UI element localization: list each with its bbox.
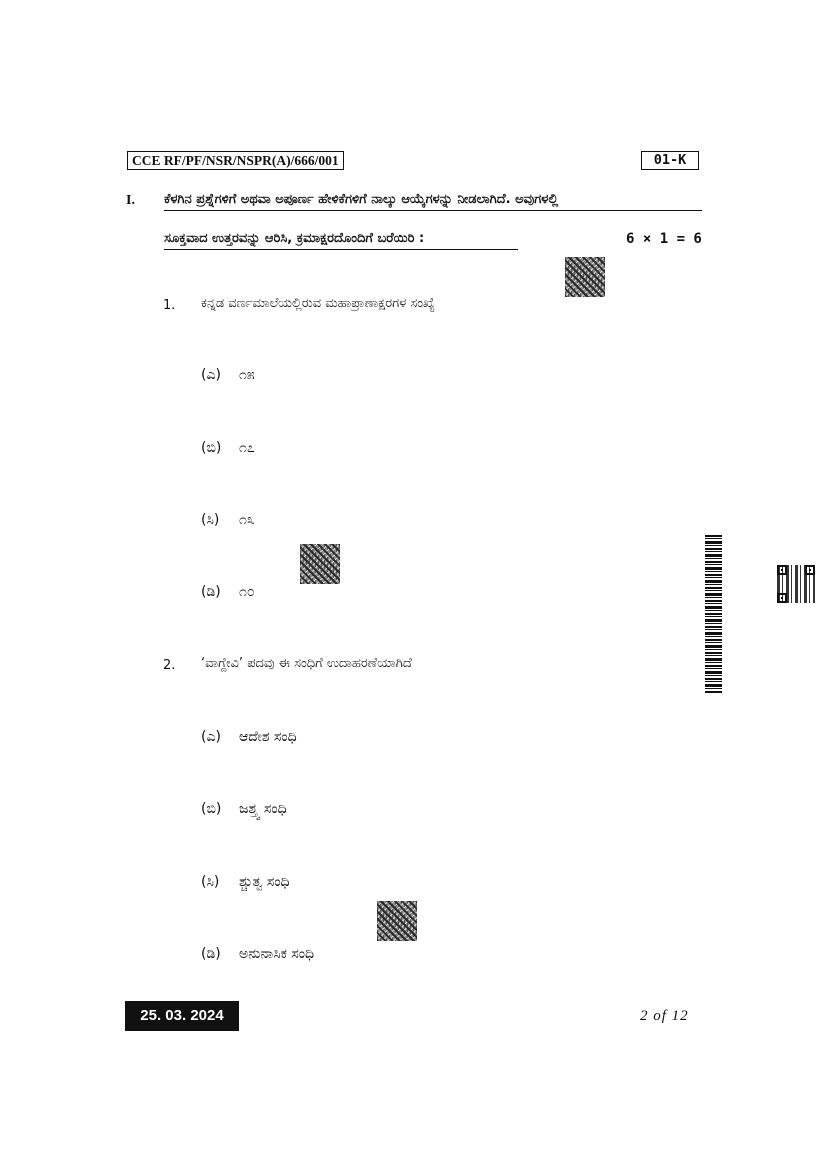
barcode — [705, 535, 722, 693]
question-text: ‘ವಾಗ್ದೇವಿ’ ಪದವು ಈ ಸಂಧಿಗೆ ಉದಾಹರಣೆಯಾಗಿದೆ — [201, 656, 412, 671]
option-c — [201, 874, 290, 890]
subject-code: 01-K — [641, 151, 699, 170]
qr-finder — [777, 593, 787, 603]
question-text: ಕನ್ನಡ ವರ್ಣಮಾಲೆಯಲ್ಲಿರುವ ಮಹಾಪ್ರಾಣಾಕ್ಷರಗಳ ಸಂಖ್ಯೆ — [201, 296, 435, 311]
qr-code — [777, 565, 815, 603]
instruction-line-1: ಕೆಳಗಿನ ಪ್ರಶ್ನೆಗಳಿಗೆ ಅಥವಾ ಅಪೂರ್ಣ ಹೇಳಿಕೆಗಳಿಗೆ ನಾಲ್ಕು ಆಯ್ಕೆಗಳನ್ನು ನೀಡಲಾಗಿದೆ. ಅವುಗಳಲ್ಲಿ — [164, 192, 702, 211]
option-b — [201, 440, 255, 456]
option-text: ೧೩ — [239, 512, 255, 528]
option-text: ೧೫ — [239, 367, 255, 383]
option-label: (ಡಿ) — [201, 946, 221, 962]
option-label: (ಎ) — [201, 367, 221, 383]
section-number: I. — [126, 193, 135, 208]
option-label: (ಡಿ) — [201, 584, 221, 600]
option-a — [201, 729, 297, 745]
option-label: (ಸಿ) — [201, 874, 220, 890]
option-a — [201, 367, 255, 383]
option-d — [201, 584, 255, 600]
security-pattern — [377, 901, 417, 941]
question-number: 2. — [163, 658, 176, 673]
option-text: ಆದೇಶ ಸಂಧಿ — [239, 729, 297, 745]
option-text: ೧೦ — [239, 584, 255, 600]
option-label: (ಸಿ) — [201, 512, 220, 528]
option-label: (ಬಿ) — [201, 440, 222, 456]
option-text: ೧೭ — [239, 440, 255, 456]
qr-finder — [805, 565, 815, 575]
option-text: ಅನುನಾಸಿಕ ಸಂಧಿ — [239, 946, 315, 962]
option-label: (ಎ) — [201, 729, 221, 745]
marks-scheme: 6 × 1 = 6 — [626, 231, 702, 247]
question-number: 1. — [163, 298, 176, 313]
option-d — [201, 946, 314, 962]
security-pattern — [300, 544, 340, 584]
option-label: (ಬಿ) — [201, 801, 222, 817]
instruction-line-2: ಸೂಕ್ತವಾದ ಉತ್ತರವನ್ನು ಆರಿಸಿ, ಕ್ರಮಾಕ್ಷರದೊಂದಿಗೆ ಬರೆಯಿರಿ : — [164, 231, 518, 250]
option-c — [201, 512, 255, 528]
option-text: ಶ್ಚುತ್ವ ಸಂಧಿ — [239, 874, 290, 890]
qr-finder — [777, 565, 787, 575]
paper-code: CCE RF/PF/NSR/NSPR(A)/666/001 — [127, 151, 344, 170]
security-pattern — [565, 257, 605, 297]
exam-date: 25. 03. 2024 — [125, 1001, 239, 1031]
page-number: 2 of 12 — [640, 1008, 689, 1024]
option-text: ಜಶ್ತ್ವ ಸಂಧಿ — [239, 801, 287, 817]
option-b — [201, 801, 287, 817]
